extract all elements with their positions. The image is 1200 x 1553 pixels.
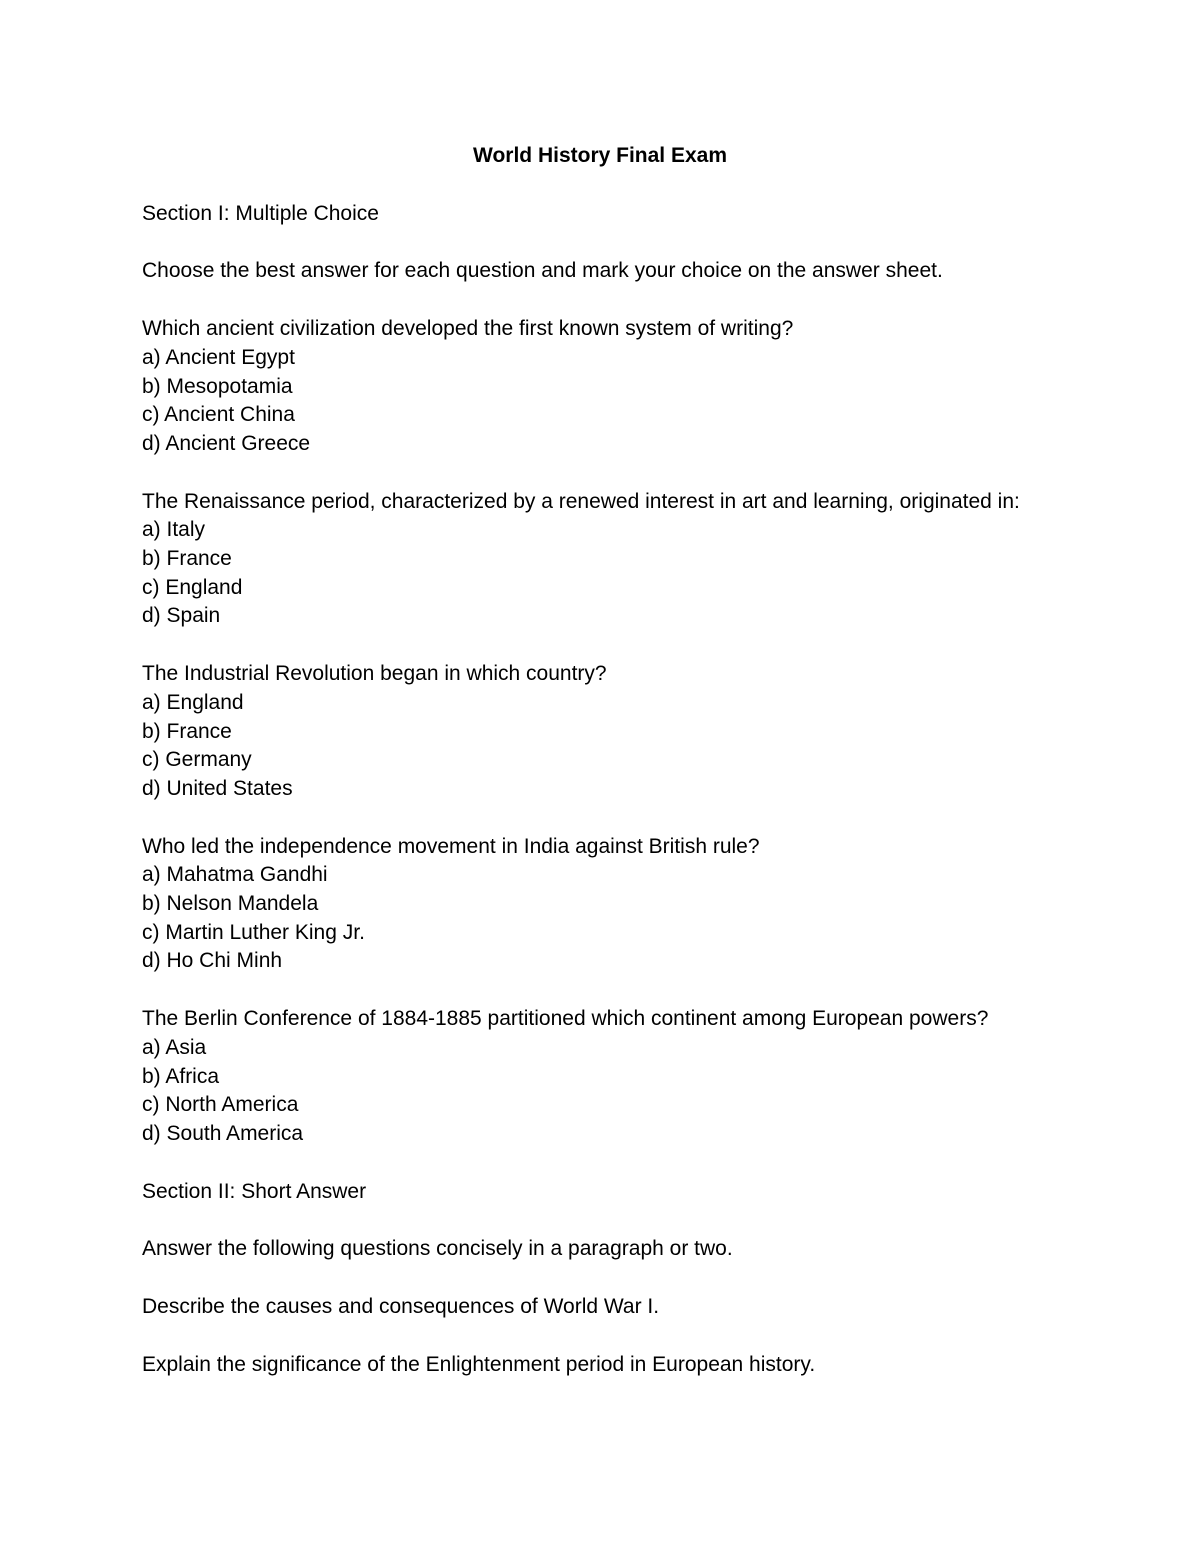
answer-option-a: a) Italy: [142, 518, 206, 542]
mc-question-5: [142, 1005, 1072, 1149]
answer-option-c: c) Martin Luther King Jr.: [142, 920, 365, 944]
question-text: Who led the independence movement in India against British rule?: [142, 834, 760, 858]
answer-option-b: b) France: [142, 719, 232, 743]
answer-option-c: c) Ancient China: [142, 403, 295, 427]
section2-instructions: Answer the following questions concisely in a paragraph or two.: [142, 1237, 733, 1261]
short-answer-question-1: Describe the causes and consequences of World War I.: [142, 1295, 660, 1319]
answer-option-a: a) England: [142, 690, 244, 714]
exam-title: World History Final Exam: [473, 144, 727, 167]
answer-option-a: a) Asia: [142, 1035, 207, 1059]
answer-option-c: c) North America: [142, 1093, 299, 1117]
question-text: The Industrial Revolution began in which country?: [142, 662, 607, 686]
section1-instructions: Choose the best answer for each question and mark your choice on the answer sheet.: [142, 259, 943, 283]
answer-option-b: b) Nelson Mandela: [142, 892, 319, 916]
answer-option-d: d) Ancient Greece: [142, 431, 311, 455]
question-text: The Renaissance period, characterized by a renewed interest in art and learning, originated in:: [142, 489, 1020, 513]
mc-question-2: [142, 488, 1072, 632]
question-text: The Berlin Conference of 1884-1885 partitioned which continent among European powers?: [142, 1007, 989, 1031]
section1-heading: Section I: Multiple Choice: [142, 201, 379, 225]
answer-option-d: d) South America: [142, 1121, 304, 1145]
answer-option-b: b) Africa: [142, 1064, 220, 1088]
answer-option-b: b) France: [142, 547, 232, 571]
answer-option-c: c) Germany: [142, 748, 252, 772]
answer-option-d: d) Spain: [142, 604, 221, 628]
section2-heading: Section II: Short Answer: [142, 1179, 367, 1203]
answer-option-a: a) Mahatma Gandhi: [142, 863, 328, 887]
short-answer-question-2: Explain the significance of the Enlightenment period in European history.: [142, 1352, 816, 1376]
answer-option-b: b) Mesopotamia: [142, 374, 293, 398]
mc-question-4: [142, 833, 1072, 977]
answer-option-a: a) Ancient Egypt: [142, 345, 295, 369]
mc-question-3: [142, 660, 1072, 804]
answer-option-d: d) Ho Chi Minh: [142, 949, 283, 973]
exam-page: [142, 142, 1072, 1409]
answer-option-c: c) England: [142, 575, 243, 599]
answer-option-d: d) United States: [142, 776, 293, 800]
question-text: Which ancient civilization developed the first known system of writing?: [142, 317, 794, 341]
mc-question-1: [142, 315, 1072, 459]
